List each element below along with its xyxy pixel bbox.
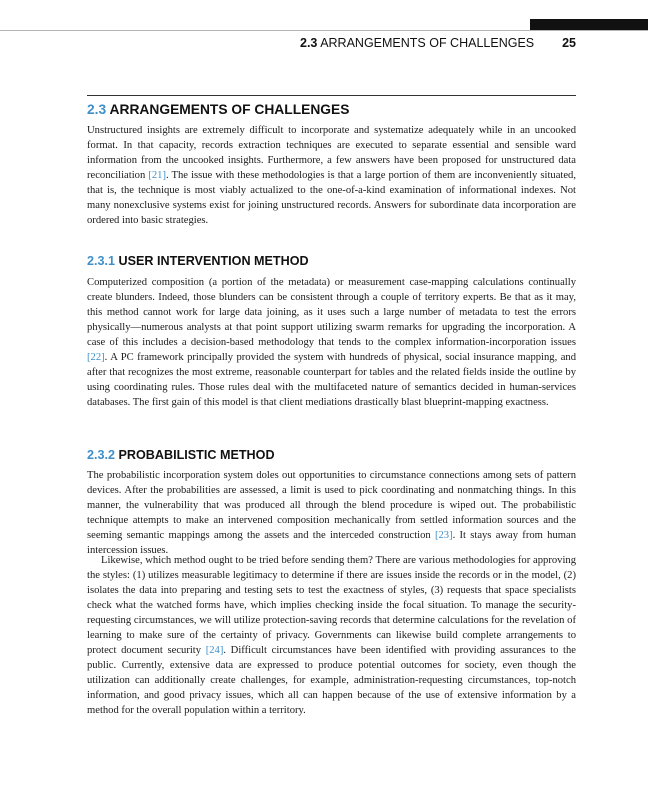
subsection-title: PROBABILISTIC METHOD <box>118 448 275 462</box>
subsection-heading-2-3-2 <box>87 448 275 462</box>
citation-link[interactable]: [22] <box>87 352 105 363</box>
paragraph <box>87 468 576 558</box>
page-number: 25 <box>562 36 576 50</box>
citation-link[interactable]: [21] <box>148 170 166 181</box>
paragraph-text: . The issue with these methodologies is that a large portion of them are inconveniently situated, that is, the technique is most viably actualized to the one-of-a-kind examination of informational indexes. Not many nonexclusive systems exist for joining unstructured records. Answers for subordinate data incorporation are ordered into basic strategies. <box>87 170 576 226</box>
citation-link[interactable]: [24] <box>205 645 224 656</box>
paragraph-text: Computerized composition (a portion of the metadata) or measurement case-mapping calculations continually create blunders. Indeed, those blunders can be consistent through a couple of territory experts. Be that as it may, this method cannot work for large data joining, as it uses such a large number of metadata to test the errors physically—numerous analysts at that point support utilizing swarm remarks for upgrading the incorporation. A case of this includes a decision-based methodology that tends to the complex information-incorporation issues <box>87 277 576 348</box>
paragraph-text: Unstructured insights are extremely difficult to incorporate and systematize adequately while in an uncooked format. In that capacity, records extraction techniques are executed to separate essential and sensible ward information from the uncooked insights. Furthermore, a few answers have been proposed for unstructured data reconciliation <box>87 125 576 181</box>
paragraph-text: . Difficult circumstances have been identified with providing assurances to the public. Currently, extensive data are expressed to produce potential outcomes for society, even though the utilization can additionally create challenges, for example, administration-requesting circumstances, top-notch information, and good privacy issues, which all can happen because of the use of extensive information by a method for the overall population within a territory. <box>87 645 576 716</box>
running-head-number: 2.3 <box>300 36 318 50</box>
running-head-title: ARRANGEMENTS OF CHALLENGES <box>320 36 535 50</box>
subsection-number: 2.3.2 <box>87 448 116 462</box>
subsection-heading-2-3-1 <box>87 254 309 268</box>
paragraph <box>87 123 576 228</box>
running-head <box>300 36 576 52</box>
paragraph-text: The probabilistic incorporation system doles out opportunities to circumstance connections among sets of pattern devices. After the probabilities are assessed, a limit is used to pick coordinating and nonmatching things. In this manner, the vulnerability that was produced all through the blend procedure is wiped out. The probabilistic technique attempts to make an intervened composition mechanically from settled information sources and the seeming semantic mappings among the assets and the interceded construction <box>87 470 576 541</box>
paragraph-text: . A PC framework principally provided the system with hundreds of physical, social insurance mapping, and after that recognizes the most extreme, reasonable counterpart for tables and the related fields inside the outline by using coordinating rules. Those rules deal with the multifaceted nature of semantics decided in human-services databases. The first gain of this model is that client mediations drastically blast blueprint-mapping exactness. <box>87 352 576 408</box>
subsection-number: 2.3.1 <box>87 254 116 268</box>
subsection-title: USER INTERVENTION METHOD <box>118 254 309 268</box>
section-heading-2-3 <box>87 102 349 117</box>
section-title: ARRANGEMENTS OF CHALLENGES <box>109 102 350 117</box>
paragraph-text: . It stays away from human intercession issues. <box>87 530 576 556</box>
citation-link[interactable]: [23] <box>434 530 453 541</box>
paragraph <box>87 553 576 718</box>
section-divider <box>87 95 576 96</box>
paragraph-text: Likewise, which method ought to be tried before sending them? There are various methodologies for approving the styles: (1) utilizes measurable legitimacy to determine if there are issues inside the records or in the model, (2) isolates the data into preparing and testing sets to test the exactness of styles, (3) requests that space specialists check what the watched forms have, which implies checking inside the focal situation. To manage the security-requesting circumstances, we will utilize protection-saving records that determine calculations for the revelation of learning to make sure of the certainty of privacy. Governments can likewise build complete arrangements to protect document security <box>87 555 576 656</box>
section-number: 2.3 <box>87 102 107 117</box>
header-rule <box>0 30 648 31</box>
paragraph <box>87 275 576 410</box>
